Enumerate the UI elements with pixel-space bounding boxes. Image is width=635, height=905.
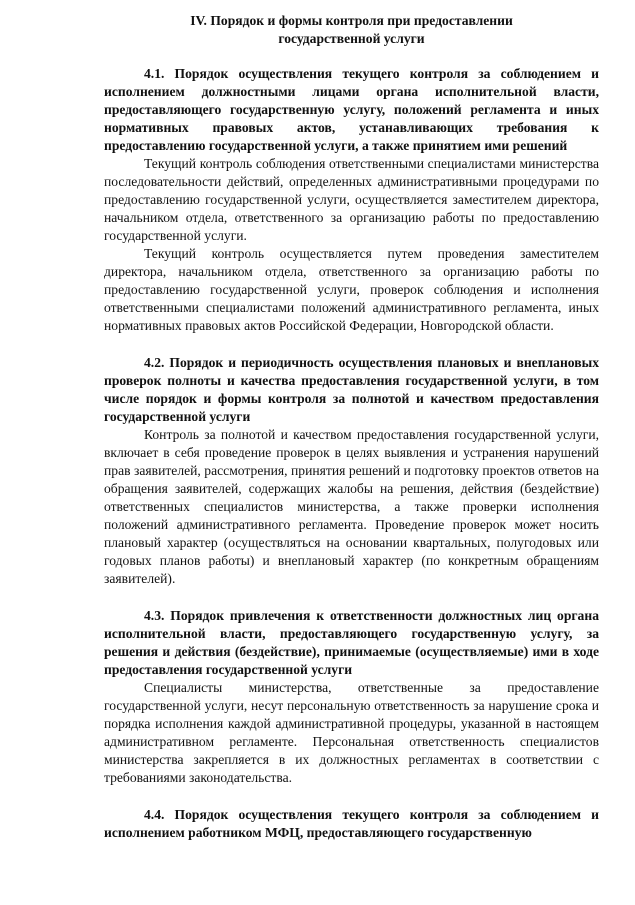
paragraph: Текущий контроль осуществляется путем проведения заместителем директора, начальником отдела, ответственного за организацию работы по предоставлению государственной услуги, проверок соблюдения и исполнения ответственными специалистами положений административного регламента, иных нормативных правовых актов Российской Федерации, Новгородской области.	[104, 246, 599, 333]
paragraph: Контроль за полнотой и качеством предоставления государственной услуги, включает в себя проведение проверок в целях выявления и устранения нарушений прав заявителей, рассмотрения, принятия решений и подготовку проектов ответов на обращения заявителей, содержащих жалобы на решения, действия (бездействие) ответственных специалистов министерства, а также проверки исполнения положений административного регламента. Проведение проверок может носить плановый характер (осуществляться на основании квартальных, полугодовых или годовых планов работы) и внеплановый характер (по конкретным обращениям заявителей).	[104, 427, 599, 586]
section-heading: 4.3. Порядок привлечения к ответственности должностных лиц органа исполнительной власти, предоставляющего государственную услугу, за решения и действия (бездействие), принимаемые (осуществляемые) ими в ходе предоставления государственной услуги	[104, 608, 599, 677]
section-4-4	[104, 806, 599, 842]
section-heading: 4.1. Порядок осуществления текущего контроля за соблюдением и исполнением должностными лицами органа исполнительной власти, предоставляющего государственную услугу, положений регламента и иных нормативных правовых актов, устанавливающих требования к предоставлению государственной услуги, а также принятием ими решений	[104, 66, 599, 153]
section-4-1	[104, 65, 599, 335]
section-4-3	[104, 607, 599, 787]
section-heading: 4.4. Порядок осуществления текущего контроля за соблюдением и исполнением работником МФЦ, предоставляющего государственную	[104, 807, 599, 840]
section-title-line-2: государственной услуги	[278, 31, 425, 46]
paragraph: Текущий контроль соблюдения ответственными специалистами министерства последовательности действий, определенных административными процедурами по предоставлению государственной услуги, осуществляется заместителем директора, начальником отдела, ответственного за организацию работы по предоставлению государственной услуги.	[104, 156, 599, 243]
section-4-2	[104, 354, 599, 588]
section-title	[104, 12, 599, 48]
section-heading: 4.2. Порядок и периодичность осуществления плановых и внеплановых проверок полноты и качества предоставления государственной услуги, в том числе порядок и формы контроля за полнотой и качеством предоставления государственной услуги	[104, 355, 599, 424]
paragraph: Специалисты министерства, ответственные за предоставление государственной услуги, несут персональную ответственность за нарушение срока и порядка исполнения каждой административной процедуры, указанной в настоящем административном регламенте. Персональная ответственность специалистов министерства закрепляется в их должностных регламентах в соответствии с требованиями законодательства.	[104, 680, 599, 785]
section-title-line-1: IV. Порядок и формы контроля при предоставлении	[190, 13, 513, 28]
